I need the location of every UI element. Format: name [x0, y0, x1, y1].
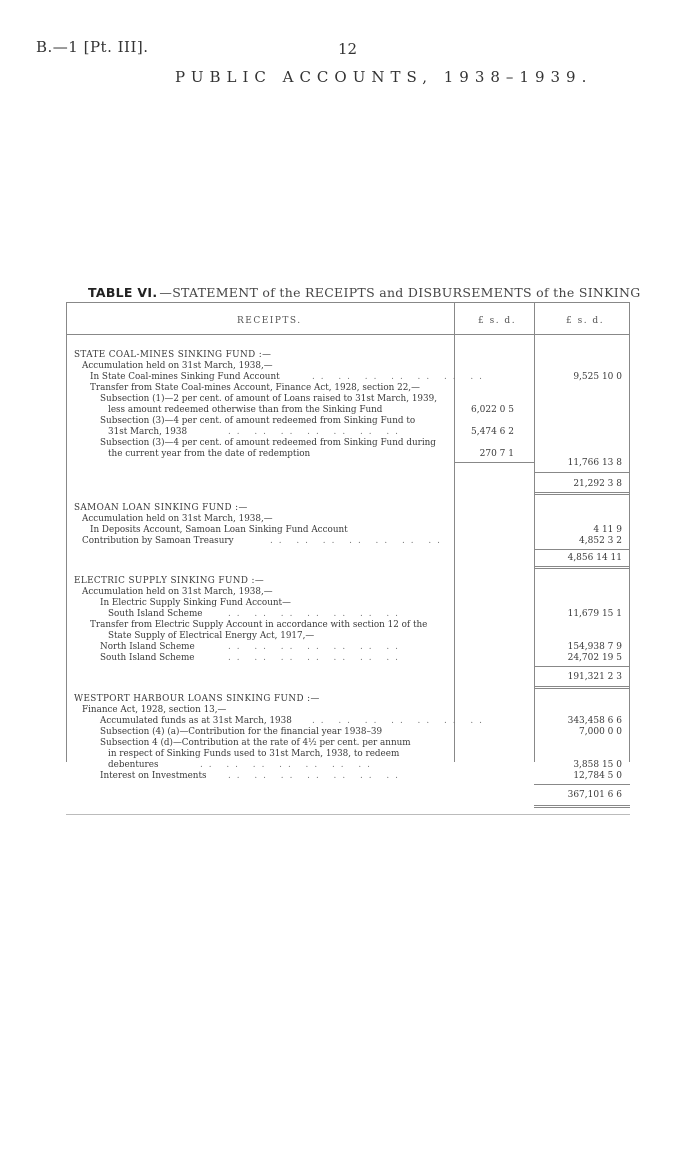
electric-line-4: Transfer from Electric Supply Account in accordance with section 12 of the	[90, 620, 428, 630]
electric-line-1: Accumulation held on 31st March, 1938,—	[82, 587, 273, 597]
document-reference: B.—1 [Pt. III].	[36, 38, 149, 56]
coal-amount-2: 9,525 10 0	[573, 372, 622, 382]
coal-dots-7: .. .. .. .. .. .. ..	[228, 427, 404, 437]
coal-amount-7: 5,474 6 2	[471, 427, 514, 437]
samoa-amount-3: 4,852 3 2	[579, 536, 622, 546]
coal-total-rule-top	[534, 472, 630, 473]
westport-line-7: Interest on Investments	[100, 771, 207, 781]
coal-dots-2: .. .. .. .. .. .. ..	[312, 372, 488, 382]
section-heading-coal: STATE COAL-MINES SINKING FUND :—	[74, 350, 272, 360]
table-top-rule	[66, 302, 630, 303]
electric-line-5: State Supply of Electrical Energy Act, 1917,—	[108, 631, 315, 641]
section-heading-electric: ELECTRIC SUPPLY SINKING FUND :—	[74, 576, 265, 586]
coal-amount-9: 270 7 1	[479, 449, 514, 459]
coal-line-4: Subsection (1)—2 per cent. of amount of Loans raised to 31st March, 1939,	[100, 394, 437, 404]
coal-total-rule-1	[534, 492, 630, 493]
page-number: 12	[338, 40, 358, 58]
samoa-line-1: Accumulation held on 31st March, 1938,—	[82, 514, 273, 524]
electric-line-7: South Island Scheme	[100, 653, 195, 663]
header-rule	[66, 334, 630, 335]
coal-subtotal-rule	[454, 462, 534, 463]
electric-amount-6: 154,938 7 9	[567, 642, 622, 652]
westport-amount-3: 7,000 0 0	[579, 727, 622, 737]
column-head-amount-b: £ s. d.	[566, 316, 605, 326]
electric-line-2: In Electric Supply Sinking Fund Account—	[100, 598, 291, 608]
coal-amount-5: 6,022 0 5	[471, 405, 514, 415]
westport-total-rule-1	[534, 805, 630, 806]
table-bottom-rule	[66, 814, 630, 815]
table-title-text: —STATEMENT of the RECEIPTS and DISBURSEMENTS of the SINKING	[159, 285, 641, 300]
electric-dots-6: .. .. .. .. .. .. ..	[228, 642, 404, 652]
coal-line-8: Subsection (3)—4 per cent. of amount redeemed from Sinking Fund during	[100, 438, 436, 448]
samoa-dots-3: .. .. .. .. .. .. ..	[270, 536, 446, 546]
section-heading-westport: WESTPORT HARBOUR LOANS SINKING FUND :—	[74, 694, 320, 704]
electric-amount-3: 11,679 15 1	[567, 609, 622, 619]
westport-line-2: Accumulated funds as at 31st March, 1938	[100, 716, 292, 726]
westport-dots-2: .. .. .. .. .. .. ..	[312, 716, 488, 726]
samoa-line-2: In Deposits Account, Samoan Loan Sinking Fund Account	[90, 525, 348, 535]
coal-total-rule-2	[534, 494, 630, 495]
westport-total-rule-2	[534, 807, 630, 808]
coal-line-1: Accumulation held on 31st March, 1938,—	[82, 361, 273, 371]
column-head-amount-a: £ s. d.	[478, 316, 517, 326]
right-rule	[629, 302, 630, 762]
electric-line-3: South Island Scheme	[108, 609, 203, 619]
westport-total: 367,101 6 6	[567, 790, 622, 800]
samoa-line-3: Contribution by Samoan Treasury	[82, 536, 234, 546]
westport-line-3: Subsection (4) (a)—Contribution for the financial year 1938–39	[100, 727, 383, 737]
samoa-total: 4,856 14 11	[567, 553, 622, 563]
samoa-total-rule-1	[534, 566, 630, 567]
coal-line-9: the current year from the date of redemption	[108, 449, 311, 459]
westport-amount-6: 3,858 15 0	[573, 760, 622, 770]
westport-dots-6: .. .. .. .. .. .. ..	[200, 760, 376, 770]
coal-line-3: Transfer from State Coal-mines Account, Finance Act, 1928, section 22,—	[90, 383, 420, 393]
westport-dots-7: .. .. .. .. .. .. ..	[228, 771, 404, 781]
samoa-amount-2: 4 11 9	[593, 525, 622, 535]
westport-line-6: debentures	[108, 760, 159, 770]
coal-line-6: Subsection (3)—4 per cent. of amount redeemed from Sinking Fund to	[100, 416, 416, 426]
electric-total-rule-2	[534, 688, 630, 689]
westport-line-1: Finance Act, 1928, section 13,—	[82, 705, 227, 715]
coal-subtotal: 11,766 13 8	[567, 458, 622, 468]
westport-line-4: Subsection 4 (d)—Contribution at the rate of 4½ per cent. per annum	[100, 738, 411, 748]
samoa-total-rule-2	[534, 568, 630, 569]
electric-dots-3: .. .. .. .. .. .. ..	[228, 609, 404, 619]
electric-total: 191,321 2 3	[567, 672, 622, 682]
westport-total-rule-top	[534, 784, 630, 785]
left-rule	[66, 302, 67, 762]
column-rule-1	[454, 302, 455, 762]
westport-line-5: in respect of Sinking Funds used to 31st March, 1938, to redeem	[108, 749, 400, 759]
electric-total-rule-1	[534, 686, 630, 687]
electric-line-6: North Island Scheme	[100, 642, 195, 652]
column-rule-2	[534, 302, 535, 762]
electric-total-rule-top	[534, 666, 630, 667]
coal-line-5: less amount redeemed otherwise than from the Sinking Fund	[108, 405, 383, 415]
table-label: TABLE VI.	[88, 285, 158, 300]
electric-amount-7: 24,702 19 5	[567, 653, 622, 663]
column-head-receipts: RECEIPTS.	[237, 316, 302, 326]
coal-line-7: 31st March, 1938	[108, 427, 188, 437]
coal-line-2: In State Coal-mines Sinking Fund Account	[90, 372, 280, 382]
section-heading-samoa: SAMOAN LOAN SINKING FUND :—	[74, 503, 248, 513]
westport-amount-7: 12,784 5 0	[573, 771, 622, 781]
table-title	[88, 285, 641, 300]
samoa-total-rule-top	[534, 549, 630, 550]
electric-dots-7: .. .. .. .. .. .. ..	[228, 653, 404, 663]
page-title: PUBLIC ACCOUNTS, 1938–1939.	[175, 68, 593, 86]
coal-total: 21,292 3 8	[573, 479, 622, 489]
westport-amount-2: 343,458 6 6	[567, 716, 622, 726]
